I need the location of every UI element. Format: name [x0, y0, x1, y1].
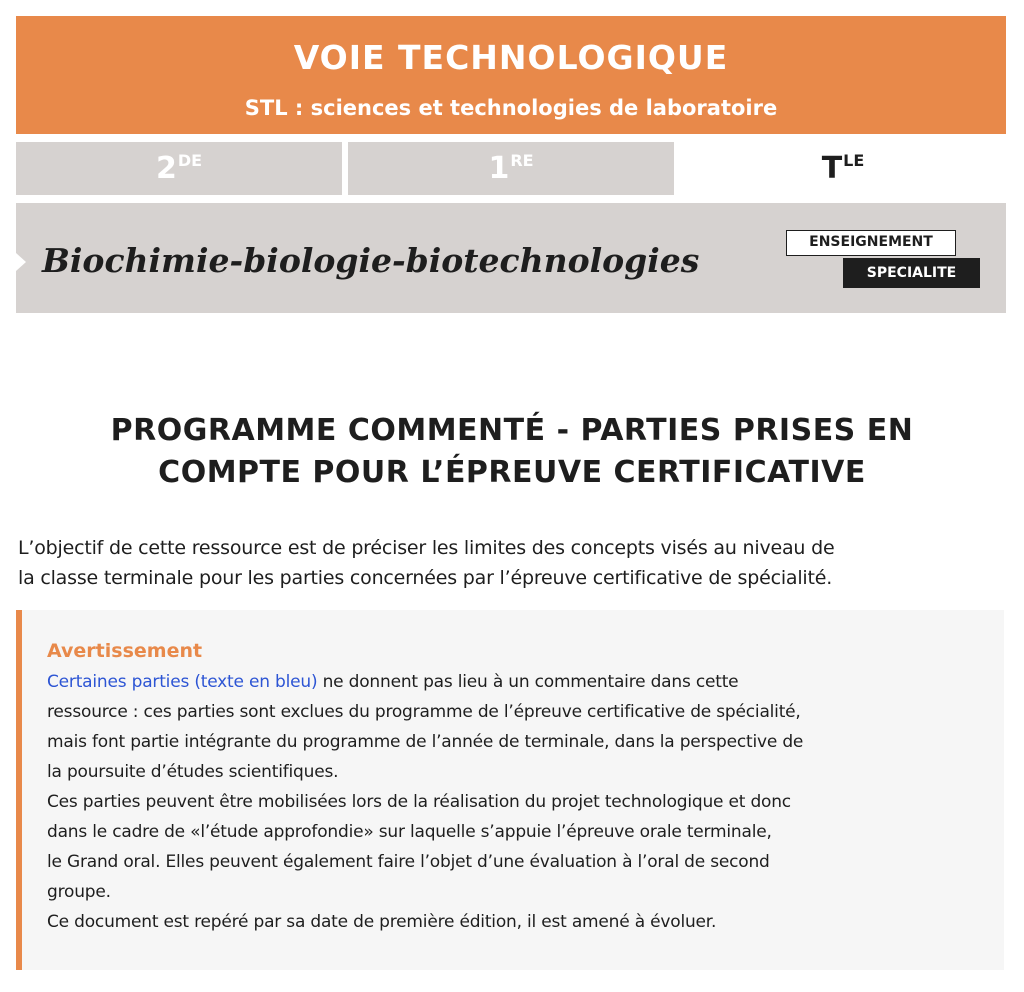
warning-line: le Grand oral. Elles peuvent également faire l’objet d’une évaluation à l’oral de second: [47, 852, 770, 872]
pathway-title: VOIE TECHNOLOGIQUE: [293, 38, 729, 77]
warning-line-rest: ne donnent pas lieu à un commentaire dans cette: [317, 672, 739, 692]
tab-seconde[interactable]: [16, 142, 342, 195]
subject-title: Biochimie-biologie-biotechnologies: [42, 241, 700, 280]
badge-specialite: SPECIALITE: [843, 258, 980, 288]
page-title-line: PROGRAMME COMMENTÉ - PARTIES PRISES EN: [110, 413, 914, 448]
page-title-line: COMPTE POUR L’ÉPREUVE CERTIFICATIVE: [158, 455, 866, 490]
warning-line: la poursuite d’études scientifiques.: [47, 762, 339, 782]
subject-marker-icon: [16, 253, 26, 271]
tab-premiere[interactable]: [348, 142, 674, 195]
warning-line: dans le cadre de «l’étude approfondie» sur laquelle s’appuie l’épreuve orale terminale,: [47, 822, 772, 842]
warning-line: Ce document est repéré par sa date de première édition, il est amené à évoluer.: [47, 912, 717, 932]
blue-text-sample: Certaines parties (texte en bleu): [47, 672, 318, 692]
tab-terminale[interactable]: [680, 142, 1006, 195]
tab-label: T: [821, 151, 843, 186]
warning-box: [16, 610, 1004, 970]
warning-line: Ces parties peuvent être mobilisées lors de la réalisation du projet technologique et donc: [47, 792, 791, 812]
warning-line: [47, 667, 997, 697]
active-tab-pointer-icon: [832, 118, 854, 129]
tab-superscript: LE: [843, 151, 865, 170]
warning-line: ressource : ces parties sont exclues du programme de l’épreuve certificative de spécialité,: [47, 702, 801, 722]
tab-superscript: RE: [510, 151, 534, 170]
warning-line: groupe.: [47, 882, 111, 902]
subject-band: [16, 203, 1006, 313]
warning-body: [47, 667, 997, 937]
page-title: [40, 410, 984, 494]
warning-line: mais font partie intégrante du programme de l’année de terminale, dans la perspective de: [47, 732, 804, 752]
tab-label: 2: [155, 151, 177, 186]
header-banner: [16, 16, 1006, 134]
warning-title: Avertissement: [47, 640, 203, 662]
intro-paragraph: [18, 533, 1008, 593]
intro-line: la classe terminale pour les parties concernées par l’épreuve certificative de spécialité.: [18, 567, 833, 589]
pathway-subtitle: STL : sciences et technologies de laboratoire: [244, 96, 778, 120]
intro-line: L’objectif de cette ressource est de préciser les limites des concepts visés au niveau de: [18, 537, 835, 559]
tab-label: 1: [488, 151, 510, 186]
tab-superscript: DE: [177, 151, 203, 170]
badge-enseignement: ENSEIGNEMENT: [786, 230, 956, 256]
